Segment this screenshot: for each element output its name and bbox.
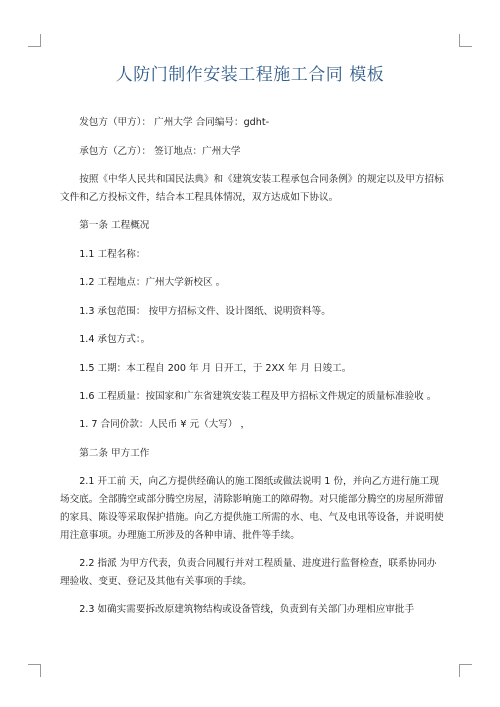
paragraph-contractor-b: 承包方（乙方）： 签订地点：广州大学 (79, 145, 241, 157)
paragraph-2-2: 2.2 指派 为甲方代表，负责合同履行并对工程质量、进度进行监督检查，联系协同办理验收、变更、登记及其他有关事项的手续。 (60, 558, 437, 587)
paragraph-2-3: 2.3 如确实需要拆改原建筑物结构或设备管线，负责到有关部门办理相应审批手 (79, 604, 415, 615)
paragraph-preamble: 按照《中华人民共和国民法典》和《建筑安装工程承包合同条例》的规定以及甲方招标文件和乙方投标文件，结合本工程具体情况，双方达成如下协议。 (60, 174, 444, 203)
paragraph-1-5: 1.5 工期：本工程自 200 年 月 日开工，于 2XX 年 月 日竣工。 (79, 362, 352, 374)
paragraph-1-3: 1.3 承包范围： 按甲方招标文件、设计图纸、说明资料等。 (79, 305, 331, 317)
paragraph-1-1: 1.1 工程名称： (79, 248, 146, 260)
crop-mark-bottom-right (459, 664, 472, 677)
paragraph-article-2-heading: 第二条 甲方工作 (79, 447, 150, 459)
paragraph-1-6: 1.6 工程质量：按国家和广东省建筑安装工程及甲方招标文件规定的质量标准验收 。 (79, 391, 437, 402)
crop-mark-top-right (459, 34, 472, 47)
paragraph-1-2: 1.2 工程地点：广州大学新校区 。 (79, 277, 226, 288)
document-body (60, 114, 445, 630)
paragraph-2-1: 2.1 开工前 天，向乙方提供经确认的施工图纸或做法说明 1 份，并向乙方进行施工现场交底。全部腾空或部分腾空房屋，清除影响施工的障碍物。对只能部分腾空的房屋所滞留的家具、陈设等采取保护措施。向乙方提供施工所需的水、电、气及电讯等设备，并说明使用注意事项。办理施工所涉及的各种申请、批件等手续。 (60, 476, 444, 541)
paragraph-article-1-heading: 第一条 工程概况 (79, 220, 150, 231)
paragraph-1-7: 1. 7 合同价款：人民币 ¥ 元（大写） ， (79, 419, 251, 430)
crop-mark-top-left (28, 34, 41, 47)
crop-mark-bottom-left (28, 664, 41, 677)
document-title: 人防门制作安装工程施工合同 模板 (115, 65, 385, 85)
paragraph-1-4: 1.4 承包方式：。 (79, 334, 151, 345)
paragraph-contractor-a: 发包方（甲方）： 广州大学 合同编号：gdht- (79, 117, 270, 128)
